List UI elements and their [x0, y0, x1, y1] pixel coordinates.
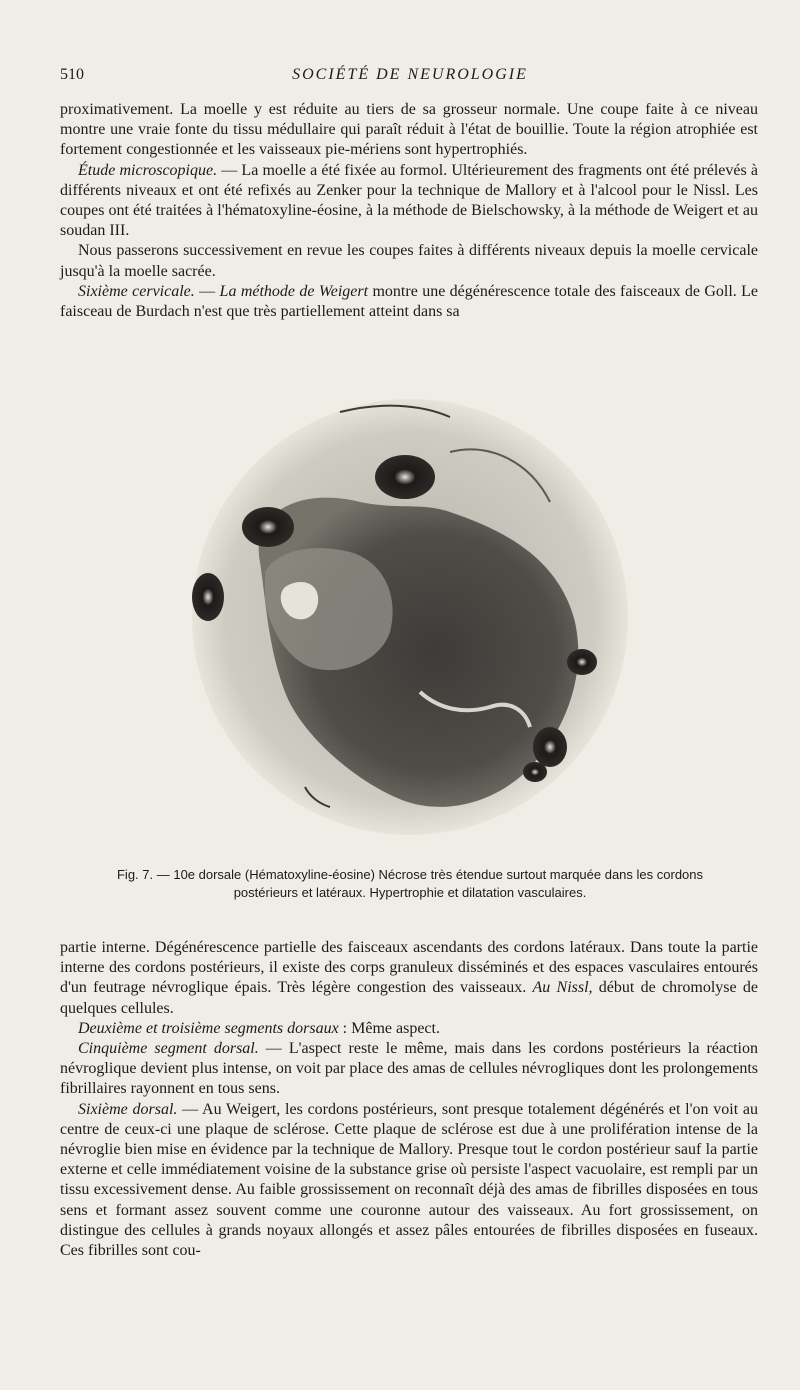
vessel-top — [375, 455, 435, 499]
vessel-bottom-right — [533, 727, 567, 767]
paragraph-microscopic-study — [60, 161, 758, 242]
paragraph-continuation: proximativement. La moelle y est réduite au tiers de sa grosseur normale. Une coupe faite à ce niveau montre une vraie fonte du tissu médullaire qui paraît réduit à l'état de bouillie. Toute la région atrophiée est fortement congestionnée et les vaisseaux pie-mériens sont hypertrophiés. — [60, 101, 758, 159]
section-lead-italic: Cinquième segment dorsal. — [78, 1040, 259, 1058]
figure-caption: Fig. 7. — 10e dorsale (Hématoxyline-éosine) Nécrose très étendue surtout marquée dans les cordons postérieurs et latéraux. Hypertrophie et dilatation vasculaires. — [116, 867, 704, 900]
dash-separator: — — [194, 282, 220, 300]
spinal-cord-section-image — [190, 392, 630, 842]
paragraph-tail: — L'aspect reste le même, mais dans les cordons postérieurs la réaction névroglique devient plus intense, on voit par place des amas de cellules névrogliques dont les prolongements fibrillaires rayonnent en tous sens. — [60, 1040, 758, 1098]
paragraph-continuation-2 — [60, 938, 758, 1019]
paragraph-body: Ultérieurement des fragments ont été prélevés à différents niveaux et ont été refixés au Zenker pour la technique de Mallory et à l'alcool pour le Nissl. Les coupes ont été traitées à l'hématoxyline-éosine, à la méthode de Bielschowsky, à la méthode de Weigert et au soudan III. — [60, 161, 758, 240]
vessel-right — [567, 649, 597, 675]
paragraph-review: Nous passerons successivement en revue les coupes faites à différents niveaux depuis la moelle cervicale jusqu'à la moelle sacrée. — [60, 242, 758, 280]
paragraph-fifth-dorsal — [60, 1039, 758, 1100]
page-number: 510 — [60, 66, 84, 83]
method-italic: Au Nissl, — [532, 979, 593, 997]
paragraph-tail: : Même aspect. — [338, 1019, 440, 1037]
paragraph-sixth-cervical — [60, 282, 758, 322]
section-lead-text: — La moelle a été fixée au formol. — [217, 161, 448, 179]
top-text-block — [60, 100, 758, 322]
bottom-text-block — [60, 938, 758, 1261]
paragraph-tail: début de chromolyse de quelques cellules. — [60, 979, 759, 1017]
page-header — [60, 66, 760, 88]
section-lead-italic: Deuxième et troisième segments dorsaux — [78, 1019, 339, 1037]
vessel-left-upper — [242, 507, 294, 547]
vessel-bottom-right-2 — [523, 762, 547, 782]
paragraph-second-third-dorsal — [60, 1019, 758, 1039]
micrograph-figure — [190, 392, 630, 842]
running-title: SOCIÉTÉ DE NEUROLOGIE — [292, 66, 528, 83]
section-lead-italic: Étude microscopique. — [78, 161, 218, 179]
vessel-left-lower — [192, 573, 224, 621]
section-lead-italic: Sixième dorsal. — [78, 1100, 178, 1118]
paragraph-body: montre une dégénérescence totale des faisceaux de Goll. Le faisceau de Burdach n'est que très partiellement atteint dans sa — [60, 282, 759, 321]
paragraph-sixth-dorsal — [60, 1100, 758, 1262]
method-italic: La méthode de Weigert — [219, 282, 369, 300]
paragraph-body: partie interne. Dégénérescence partielle des faisceaux ascendants des cordons latéraux. Dans toute la partie interne des cordons postérieurs, il existe des corps granuleux disséminés et des espaces vasculaires entourés d'un feutrage névroglique épais. Très légère congestion des vaisseaux. — [60, 939, 758, 997]
paragraph-tail: — Au Weigert, les cordons postérieurs, sont presque totalement dégénérés et l'on voit au centre de ceux-ci une plaque de sclérose. Cette plaque de sclérose est due à une prolifération intense de la névroglie bien mise en évidence par la technique de Mallory. Presque tout le cordon postérieur sauf la partie externe et celle immédiatement voisine de la substance grise où persiste l'aspect vacuolaire, est rempli par un tissu excessivement dense. Au faible grossissement on reconnaît déjà des amas de fibrilles disposées en tous sens et formant assez souvent comme une couronne autour des vaisseaux. Au fort grossissement, on distingue des cellules à grands noyaux allongés et assez pâles entourées de fibrilles disposées en fuseaux. Ces fibrilles sont cou- — [60, 1100, 758, 1260]
section-lead-italic: Sixième cervicale. — [78, 282, 195, 300]
